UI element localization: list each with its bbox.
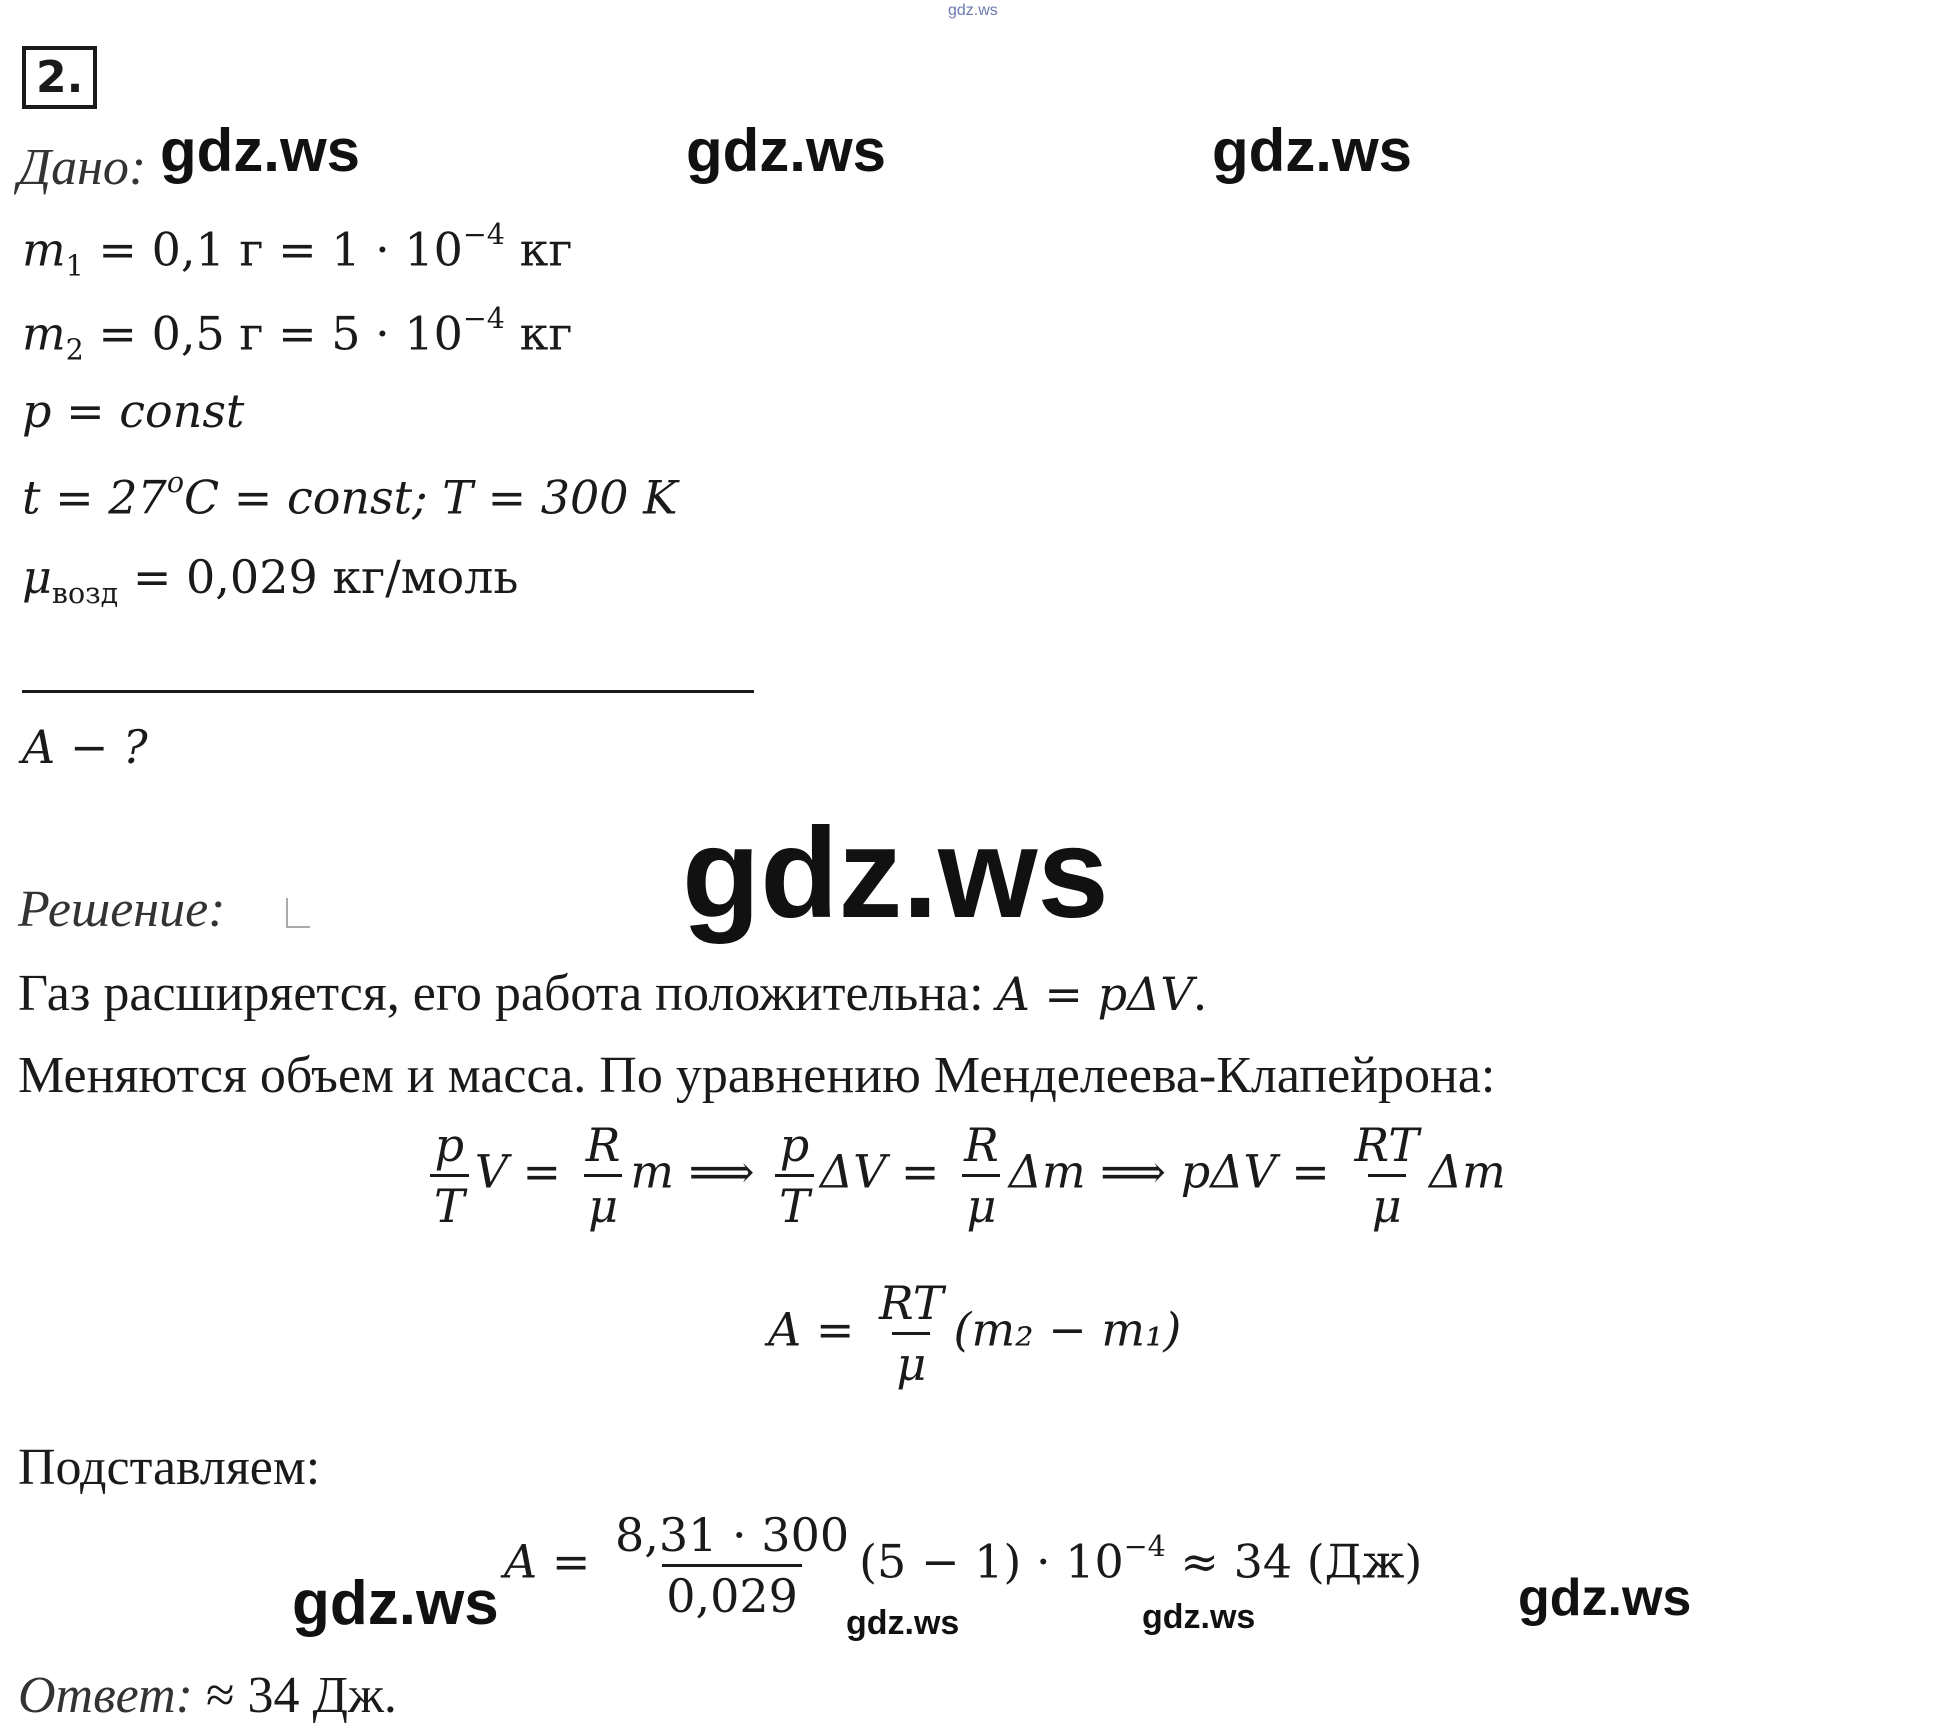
solution-label: Решение:	[18, 881, 226, 938]
watermark-eq-left: gdz.ws	[292, 1569, 499, 1638]
text-cursor-mark	[286, 898, 310, 928]
equation-mendeleev: $\frac{p}{T}$ V = $\frac{R}{\mu}$ m ⟹ $\frac{p}{T}$ ΔV = $\frac{R}{\mu}$ Δm ⟹ pΔV = $\frac{RT}{\mu}$ Δm	[424, 1118, 1506, 1233]
watermark-1: gdz.ws	[160, 117, 361, 184]
substitute-label: Подставляем:	[18, 1439, 321, 1496]
given-label: Дано:	[18, 139, 147, 196]
answer-line: Ответ: ≈ 34 Дж.	[18, 1667, 397, 1724]
given-t: $t = 27^oC$ = const; T = 300 K	[22, 466, 678, 525]
big-watermark: gdz.ws	[682, 802, 1109, 945]
given-m1: $m_1 = 0,1$ $г = 1 \cdot 10^{-4}$ кг	[22, 218, 573, 283]
equation-substitution: A = $\frac{8,31 \cdot 300}{0,029}$ $(5 - 1) \cdot 10^{-4} \approx 34$ (Дж)	[504, 1508, 1423, 1623]
given-m2: $m_2 = 0,5$ $г = 5 \cdot 10^{-4}$ кг	[22, 302, 573, 367]
problem-number: 2.	[22, 46, 97, 109]
given-mu: $\mu_{возд} = 0,029$ кг/моль	[22, 550, 519, 610]
watermark-eq-small-1: gdz.ws	[846, 1604, 960, 1642]
watermark-eq-small-2: gdz.ws	[1142, 1598, 1256, 1636]
given-divider	[22, 690, 754, 693]
find-line: A − ?	[22, 720, 148, 774]
equation-work: A = $\frac{RT}{\mu}$ (m₂ − m₁)	[768, 1276, 1182, 1391]
watermark-2: gdz.ws	[686, 117, 887, 184]
given-p: p = const	[22, 384, 245, 438]
top-watermark: gdz.ws	[948, 2, 998, 19]
solution-line-2: Меняются объем и масса. По уравнению Менделеева-Клапейрона:	[18, 1047, 1496, 1104]
solution-line-1: Газ расширяется, его работа положительна: A = pΔV.	[18, 965, 1207, 1022]
watermark-3: gdz.ws	[1212, 117, 1413, 184]
watermark-eq-right: gdz.ws	[1518, 1569, 1692, 1627]
